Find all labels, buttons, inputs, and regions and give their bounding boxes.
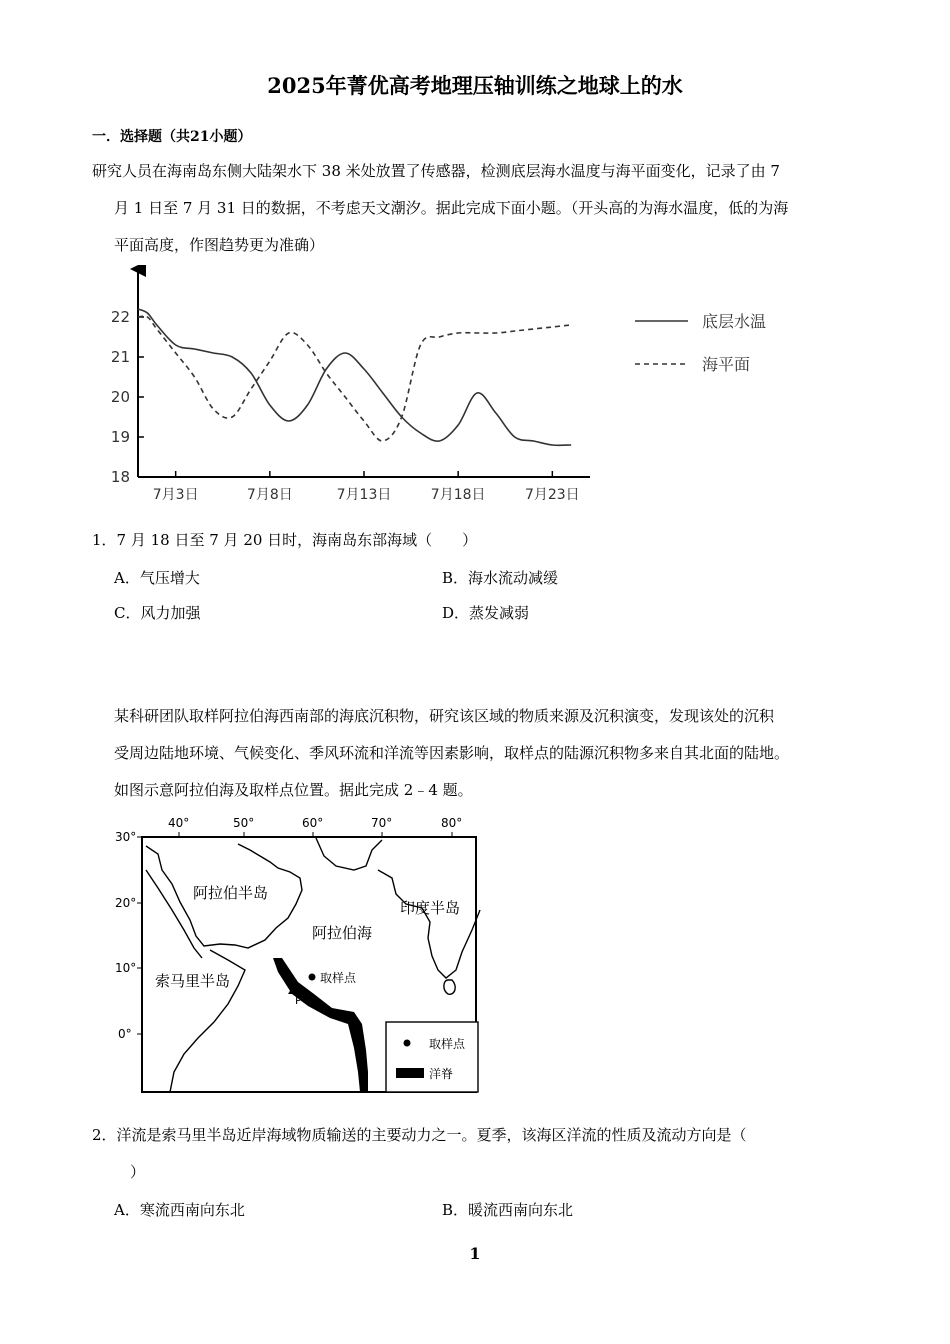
- y-tick-label: 21: [110, 348, 130, 366]
- question2-stem-line1: 2．洋流是索马里半岛近岸海域物质输送的主要动力之一。夏季，该海区洋流的性质及流动方向是（: [92, 1126, 747, 1144]
- page-number: 1: [469, 1244, 481, 1263]
- passage2-line2: 受周边陆地环境、气候变化、季风环流和洋流等因素影响，取样点的陆源沉积物多来自其北面的陆地。: [114, 744, 790, 762]
- arabian-sea-label: 阿拉伯海: [312, 924, 373, 942]
- lat-label-20: 20°: [115, 896, 137, 910]
- legend-sample-point-icon: [404, 1040, 411, 1047]
- p-label: P: [295, 994, 302, 1007]
- legend-label: 海平面: [702, 355, 751, 374]
- question2-stem-line2: ）: [130, 1163, 146, 1181]
- x-tick-label: 7月18日: [430, 487, 486, 503]
- x-tick-label: 7月8日: [246, 487, 293, 503]
- somali-peninsula-label: 索马里半岛: [155, 972, 231, 990]
- passage1-line2: 月 1 日至 7 月 31 日的数据，不考虑天文潮汐。据此完成下面小题。（开头高的为海水温度，低的为海: [114, 199, 789, 217]
- lon-label-70: 70°: [371, 816, 393, 830]
- y-tick-label: 19: [110, 428, 130, 446]
- lat-label-30: 30°: [115, 830, 137, 844]
- question1-option-d[interactable]: D．蒸发减弱: [442, 604, 530, 622]
- question2-option-b[interactable]: B．暖流西南向东北: [442, 1201, 574, 1219]
- legend-ridge-icon: [396, 1068, 424, 1078]
- question1-option-c[interactable]: C．风力加强: [114, 604, 201, 622]
- lon-label-50: 50°: [233, 816, 255, 830]
- lat-label-10: 10°: [115, 961, 137, 975]
- x-tick-label: 7月13日: [336, 487, 392, 503]
- question1-option-b[interactable]: B．海水流动减缓: [442, 569, 559, 587]
- question1-option-a[interactable]: A．气压增大: [114, 569, 200, 587]
- y-tick-label: 20: [110, 388, 130, 406]
- question1-stem: 1．7 月 18 日至 7 月 20 日时，海南岛东部海域（ ）: [92, 531, 478, 549]
- map-legend: [386, 1022, 478, 1092]
- arabian-peninsula-label: 阿拉伯半岛: [193, 884, 269, 902]
- passage1-line3: 平面高度，作图趋势更为准确）: [114, 236, 325, 254]
- sea-level-series-line: [138, 316, 571, 441]
- passage2-line3: 如图示意阿拉伯海及取样点位置。据此完成 2﹣4 题。: [114, 781, 473, 799]
- passage1-line1: 研究人员在海南岛东侧大陆架水下 38 米处放置了传感器，检测底层海水温度与海平面变化，记录了由 7: [92, 162, 780, 180]
- legend-ridge-label: 洋脊: [429, 1067, 454, 1081]
- sample-point-marker: [309, 974, 316, 981]
- bottom-water-temp-series-line: [138, 309, 571, 445]
- passage2-line1: 某科研团队取样阿拉伯海西南部的海底沉积物，研究该区域的物质来源及沉积演变，发现该处的沉积: [114, 707, 775, 725]
- section-heading: 一．选择题（共21小题）: [92, 129, 252, 145]
- legend-label: 底层水温: [702, 312, 767, 331]
- y-tick-label: 18: [110, 468, 130, 486]
- sample-point-label: 取样点: [320, 971, 357, 985]
- page-title: 2025年菁优高考地理压轴训练之地球上的水: [267, 73, 683, 98]
- lon-label-40: 40°: [168, 816, 190, 830]
- x-tick-label: 7月23日: [524, 487, 580, 503]
- indian-peninsula-label: 印度半岛: [400, 899, 461, 917]
- x-tick-label: 7月3日: [152, 487, 199, 503]
- arabian-sea-map: [110, 810, 490, 1100]
- question2-option-a[interactable]: A．寒流西南向东北: [114, 1201, 245, 1219]
- lat-label-0: 0°: [118, 1027, 132, 1041]
- lon-label-80: 80°: [441, 816, 463, 830]
- lon-label-60: 60°: [302, 816, 324, 830]
- y-tick-label: 22: [110, 308, 130, 326]
- temperature-sea-level-chart: [100, 265, 800, 525]
- legend-sample-point-label: 取样点: [429, 1037, 466, 1051]
